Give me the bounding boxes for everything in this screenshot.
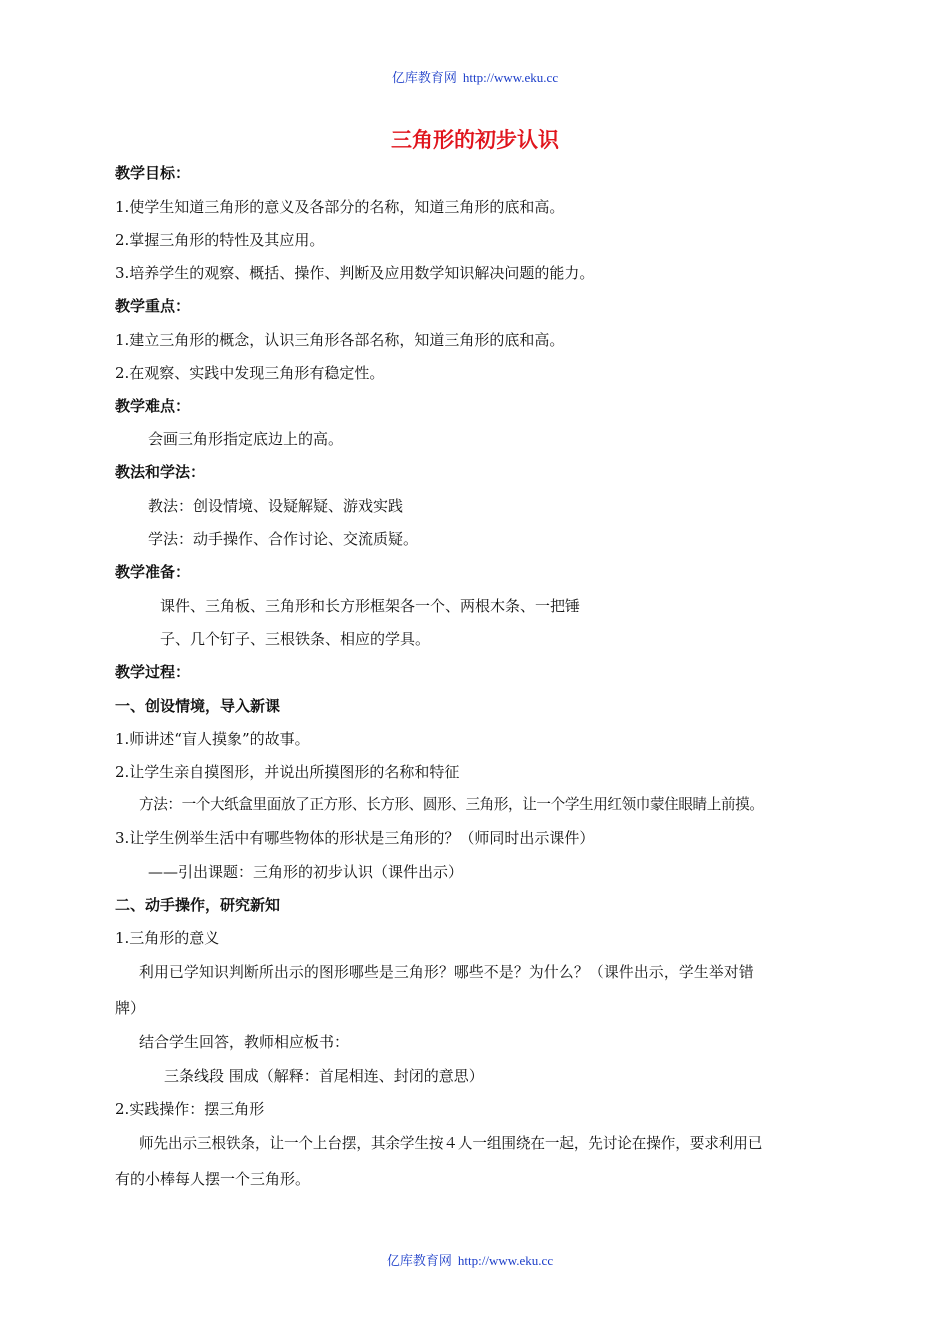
section-1-item-1: 1.师讲述“盲人摸象”的故事。 (115, 730, 310, 748)
section-1-item-2: 2.让学生亲自摸图形，并说出所摸图形的名称和特征 (115, 763, 460, 781)
section-1-lead: ——引出课题：三角形的初步认识（课件出示） (148, 863, 464, 881)
objectives-heading: 教学目标： (115, 164, 191, 182)
key-points-heading: 教学重点： (115, 297, 191, 315)
preparation-line-1: 课件、三角板、三角形和长方形框架各一个、两根木条、一把锤 (160, 597, 581, 615)
key-point-item-2: 2.在观察、实践中发现三角形有稳定性。 (115, 364, 385, 382)
objective-item-2: 2.掌握三角形的特性及其应用。 (115, 231, 325, 249)
section-1-item-3: 3.让学生例举生活中有哪些物体的形状是三角形的？（师同时出示课件） (115, 829, 595, 847)
section-2-para-3-line-2: 有的小棒每人摆一个三角形。 (115, 1170, 311, 1188)
objective-item-3: 3.培养学生的观察、概括、操作、判断及应用数学知识解决问题的能力。 (115, 264, 595, 282)
footer-url-link[interactable]: http://www.eku.cc (457, 1253, 554, 1268)
section-2-item-2: 2.实践操作：摆三角形 (115, 1100, 265, 1118)
section-1-heading: 一、创设情境，导入新课 (115, 697, 281, 715)
section-2-item-1: 1.三角形的意义 (115, 929, 220, 947)
header-site: 亿库教育网 (391, 70, 457, 85)
methods-heading: 教法和学法： (115, 463, 206, 481)
section-1-method: 方法：一个大纸盒里面放了正方形、长方形、圆形、三角形，让一个学生用红领巾蒙住眼睛上前摸。 (139, 796, 764, 813)
objective-item-1: 1.使学生知道三角形的意义及各部分的名称，知道三角形的底和高。 (115, 198, 565, 216)
teaching-method: 教法：创设情境、设疑解疑、游戏实践 (148, 497, 404, 515)
difficulty-text: 会画三角形指定底边上的高。 (148, 430, 344, 448)
page-footer (0, 1250, 945, 1269)
key-point-item-1: 1.建立三角形的概念，认识三角形各部名称，知道三角形的底和高。 (115, 331, 565, 349)
section-2-para-1-line-2: 牌） (115, 999, 146, 1017)
preparation-line-2: 子、几个钉子、三根铁条、相应的学具。 (160, 630, 431, 648)
footer-site: 亿库教育网 (386, 1253, 452, 1268)
preparation-heading: 教学准备： (115, 563, 191, 581)
difficulty-heading: 教学难点： (115, 397, 191, 415)
section-2-para-1-line-1: 利用已学知识判断所出示的图形哪些是三角形？哪些不是？为什么？（课件出示，学生举对错 (139, 964, 754, 981)
process-heading: 教学过程： (115, 663, 191, 681)
section-2-para-2: 结合学生回答，教师相应板书： (139, 1033, 350, 1051)
page-header (0, 67, 950, 86)
section-2-board: 三条线段 围成（解释：首尾相连、封闭的意思） (164, 1067, 484, 1085)
document-title: 三角形的初步认识 (391, 128, 559, 152)
section-2-heading: 二、动手操作，研究新知 (115, 896, 281, 914)
header-url-link[interactable]: http://www.eku.cc (462, 70, 559, 85)
learning-method: 学法：动手操作、合作讨论、交流质疑。 (148, 530, 419, 548)
section-2-para-3-line-1: 师先出示三根铁条，让一个上台摆，其余学生按４人一组围绕在一起，先讨论在操作，要求利用已 (139, 1135, 763, 1152)
